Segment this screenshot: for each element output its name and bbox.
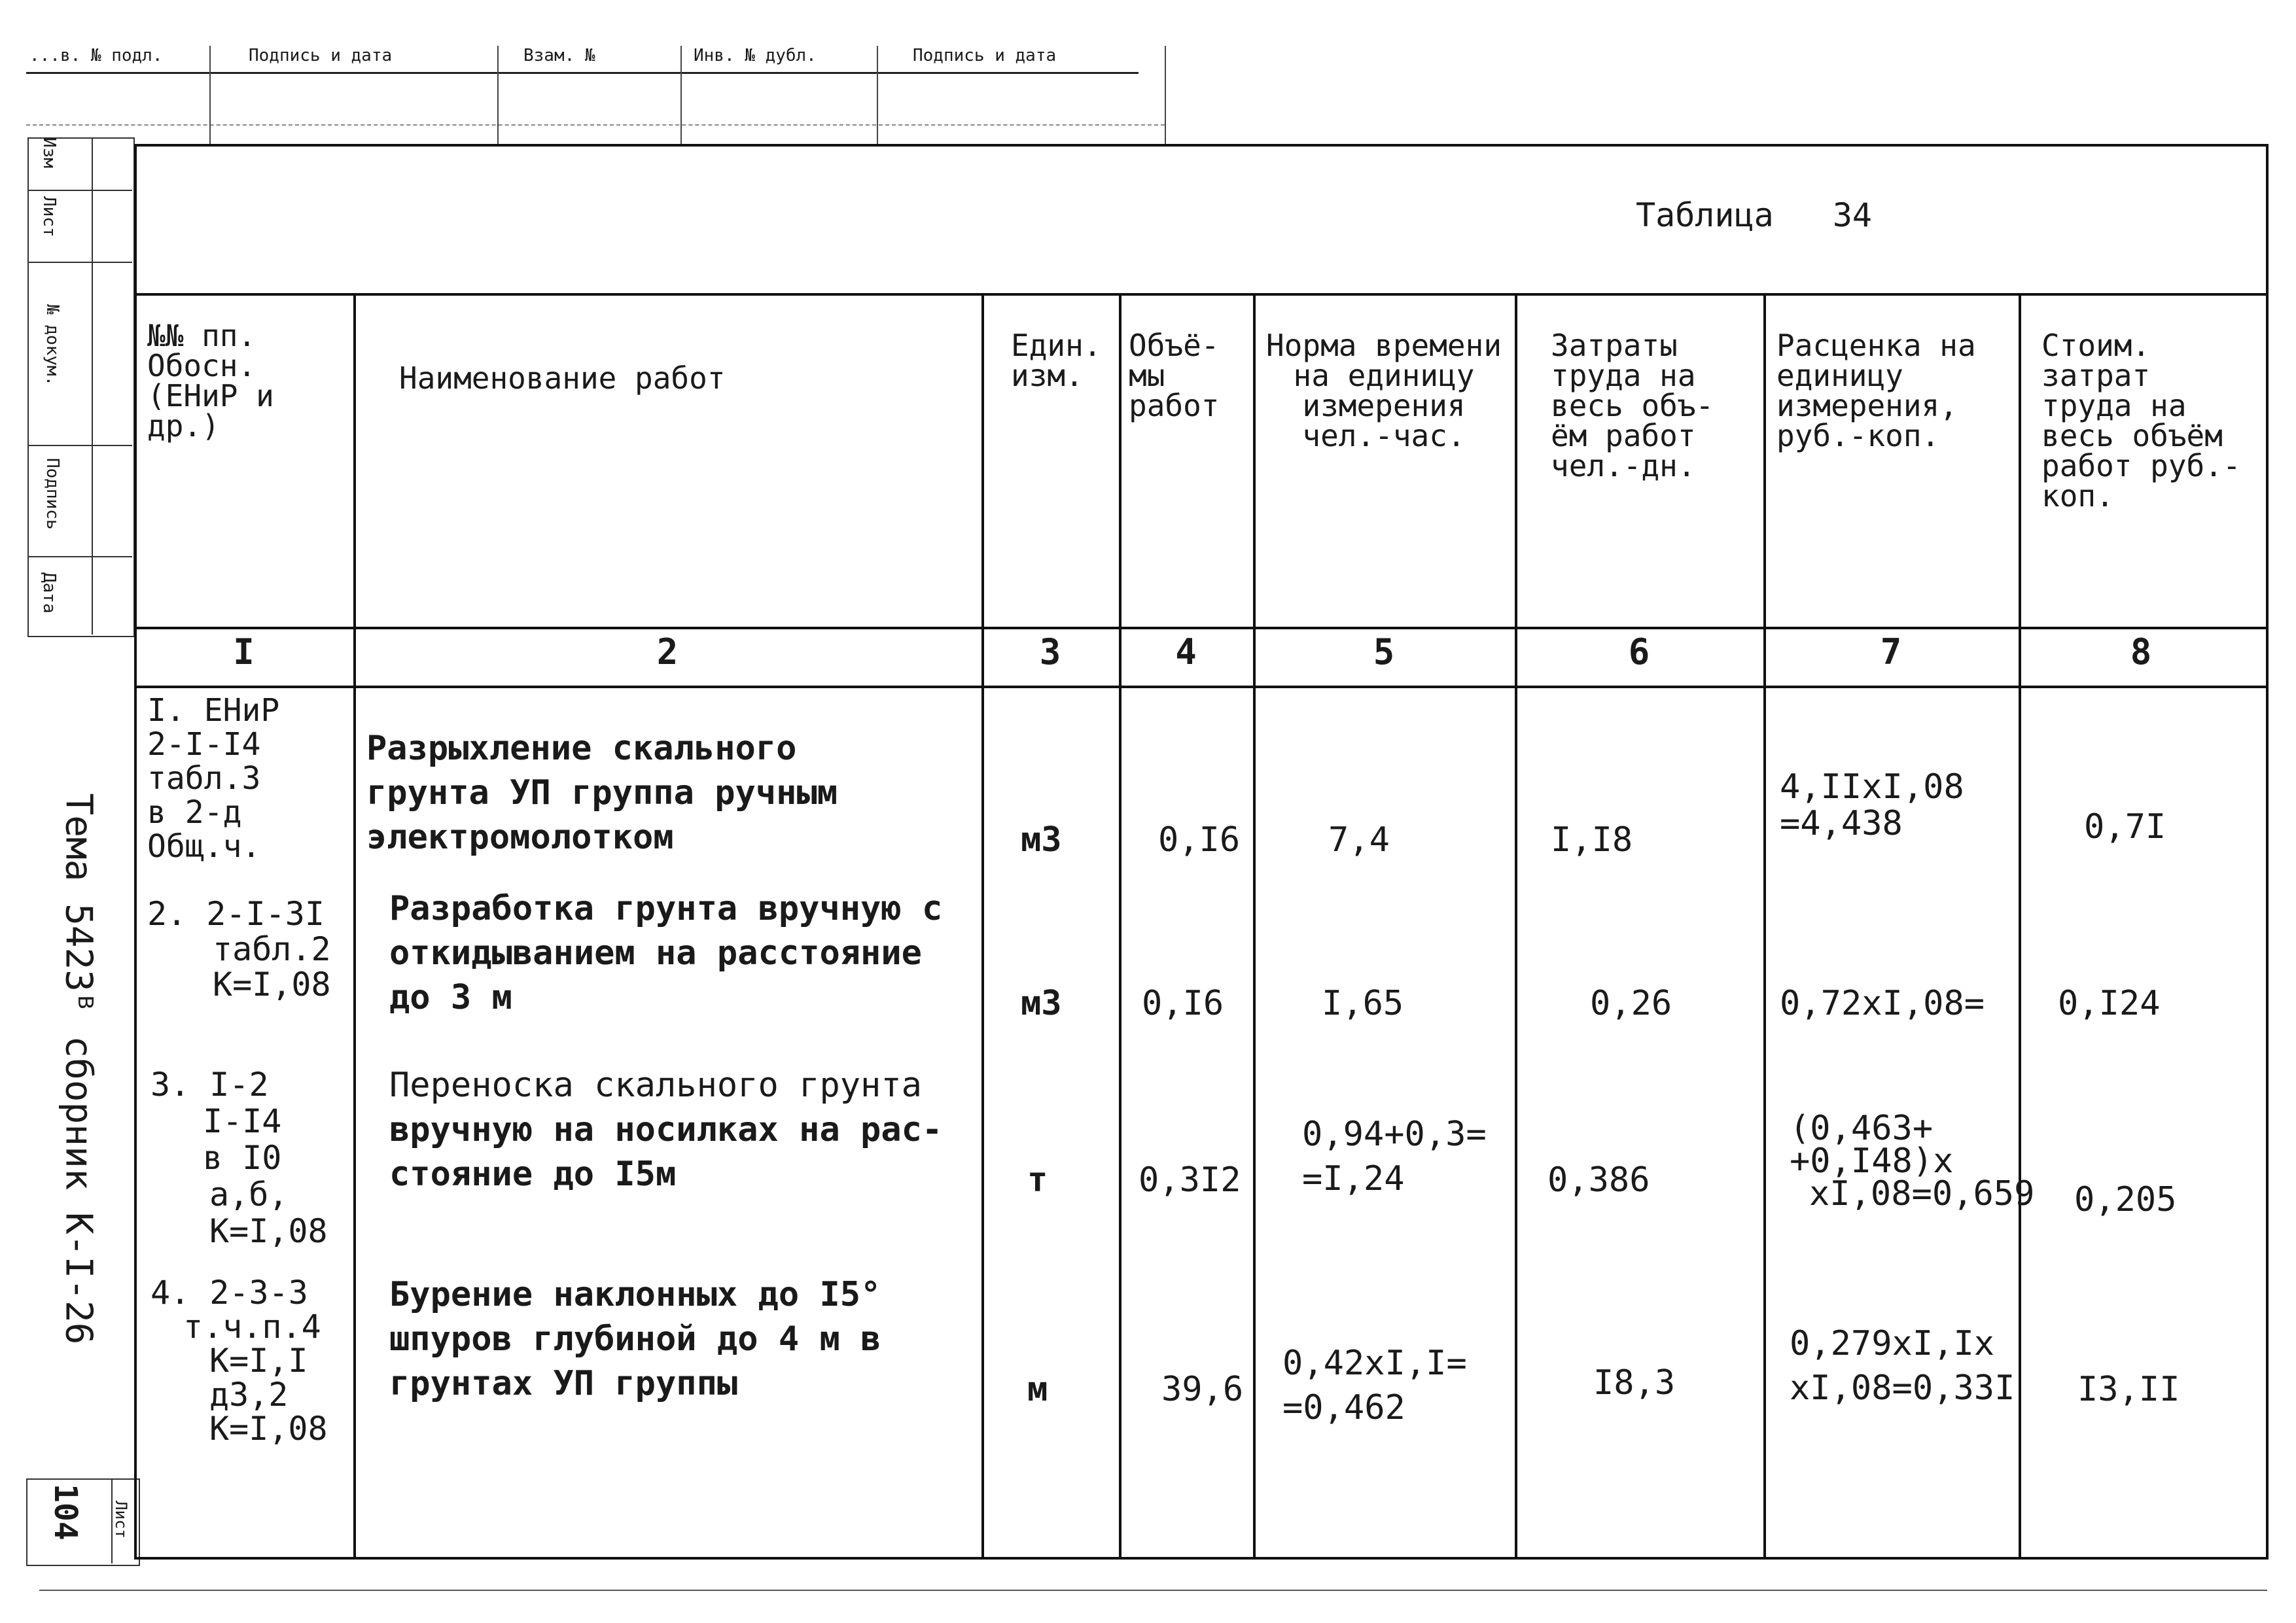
stamp-sheet-label: Лист xyxy=(39,196,59,237)
work-line: Разрыхление скального xyxy=(366,729,797,768)
work-line: до 3 м xyxy=(389,978,512,1017)
stamp-signature-label: Подпись xyxy=(43,458,62,530)
sheet-number: 104 xyxy=(47,1484,84,1541)
row3-unit: т xyxy=(1027,1161,1048,1200)
row3-ref xyxy=(150,1066,328,1249)
norm-line: 0,42xI,I= xyxy=(1282,1344,1467,1383)
header-work-name: Наименование работ xyxy=(399,360,726,396)
row4-ref xyxy=(150,1276,328,1446)
row2-rate xyxy=(1780,981,1985,1026)
rate-line: 4,IIxI,08 xyxy=(1780,767,1964,807)
ref-line: табл.2 xyxy=(213,930,331,968)
rate-line: =4,438 xyxy=(1780,804,1903,843)
ref-line: К=I,08 xyxy=(209,1410,328,1448)
table-title-text: Таблица xyxy=(1636,196,1774,234)
rate-line: (0,463+ xyxy=(1790,1109,1934,1148)
rate-line: +0,I48)x xyxy=(1790,1142,1954,1181)
header-volume: Объё- мы работ xyxy=(1129,328,1220,423)
row2-norm xyxy=(1322,981,1404,1026)
stamp-signature-date-1: Подпись и дата xyxy=(249,46,393,65)
norm-line: I,65 xyxy=(1322,984,1404,1023)
header-rate: Расценка на единицу измерения, руб.-коп. xyxy=(1776,328,1976,453)
ref-line: табл.3 xyxy=(147,760,261,797)
row2-volume: 0,I6 xyxy=(1142,984,1224,1023)
row2-cost: 0,I24 xyxy=(2058,984,2161,1023)
rate-line: xI,08=0,33I xyxy=(1790,1369,2015,1408)
row3-cost: 0,205 xyxy=(2074,1180,2177,1219)
row2-labor: 0,26 xyxy=(1590,984,1672,1023)
row4-rate xyxy=(1790,1321,2015,1410)
ref-line: К=I,08 xyxy=(209,1212,328,1250)
stamp-change-label: Изм xyxy=(39,137,59,168)
column-number-2: 2 xyxy=(656,631,679,672)
ref-line: в I0 xyxy=(203,1139,282,1177)
stamp-document-label: № докум. xyxy=(43,304,62,387)
row4-cost: I3,II xyxy=(2077,1370,2180,1409)
stamp-duplicate-inventory: Инв. № дубл. xyxy=(694,46,817,65)
column-number-5: 5 xyxy=(1373,631,1395,672)
row4-volume: 39,6 xyxy=(1161,1370,1244,1409)
work-line: Бурение наклонных до I5° xyxy=(389,1275,881,1314)
stamp-date-label: Дата xyxy=(39,572,59,614)
header-cost: Стоим. затрат труда на весь объём работ руб.-коп. xyxy=(2041,328,2241,514)
ref-line: I-I4 xyxy=(203,1102,282,1140)
header-time-norm: Норма времени на единицу измерения чел.-час. xyxy=(1265,328,1502,453)
row3-rate xyxy=(1790,1109,2035,1213)
header-unit: Един. изм. xyxy=(1011,328,1102,393)
work-line: стояние до I5м xyxy=(389,1155,677,1194)
row4-unit: м xyxy=(1027,1370,1048,1409)
row1-unit: м3 xyxy=(1021,820,1062,860)
row4-norm xyxy=(1282,1341,1467,1430)
column-number-3: 3 xyxy=(1039,631,1061,672)
column-number-1: I xyxy=(233,631,255,672)
stamp-original-inventory: ...в. № подл. xyxy=(29,46,163,65)
work-line: грунтах УП группы xyxy=(389,1364,738,1403)
ref-line: I. ЕНиР xyxy=(147,692,280,729)
norm-line: 7,4 xyxy=(1328,820,1390,860)
ref-line: т.ч.п.4 xyxy=(183,1308,321,1346)
row2-unit: м3 xyxy=(1021,984,1062,1023)
header-ref: №№ пп. Обосн. (ЕНиР и др.) xyxy=(147,318,274,444)
column-number-7: 7 xyxy=(1880,631,1902,672)
row3-volume: 0,3I2 xyxy=(1139,1161,1241,1200)
column-number-6: 6 xyxy=(1628,631,1650,672)
header-labor: Затраты труда на весь объ- ём работ чел.-дн. xyxy=(1551,328,1714,483)
row4-work xyxy=(389,1272,881,1406)
ref-line: Общ.ч. xyxy=(147,828,261,865)
rate-line: 0,279xI,Ix xyxy=(1790,1324,1995,1363)
topic-label: Тема 5423ᴮ сборник К-I-26 xyxy=(57,793,100,1345)
ref-line: д3,2 xyxy=(209,1376,289,1414)
row4-labor: I8,3 xyxy=(1593,1363,1676,1403)
rate-line: 0,72xI,08= xyxy=(1780,984,1985,1023)
row1-work xyxy=(366,726,838,860)
ref-line: а,б, xyxy=(209,1176,289,1213)
sheet-label: Лист xyxy=(112,1501,130,1539)
norm-line: =I,24 xyxy=(1302,1159,1405,1198)
row3-norm xyxy=(1302,1112,1487,1201)
ref-line: в 2-д xyxy=(147,794,242,831)
row2-ref xyxy=(147,896,331,1002)
ref-line: 2. 2-I-3I xyxy=(147,895,325,933)
ref-line: 2-I-I4 xyxy=(147,726,261,763)
work-line: грунта УП группа ручным xyxy=(366,773,838,812)
work-line: вручную на носилках на рас- xyxy=(389,1110,943,1149)
stamp-signature-date-2: Подпись и дата xyxy=(913,46,1057,65)
work-line: электромолотком xyxy=(366,818,674,857)
work-line: шпуров глубиной до 4 м в xyxy=(389,1319,881,1359)
row1-ref xyxy=(147,693,279,864)
row1-labor: I,I8 xyxy=(1551,820,1633,860)
row1-volume: 0,I6 xyxy=(1158,820,1241,860)
row1-norm xyxy=(1328,818,1390,862)
row3-labor: 0,386 xyxy=(1547,1161,1650,1200)
norm-line: =0,462 xyxy=(1282,1388,1405,1427)
row1-cost: 0,7I xyxy=(2084,807,2166,846)
rate-line: xI,08=0,659 xyxy=(1809,1174,2035,1213)
work-line: откидыванием на расстояние xyxy=(389,934,922,973)
norm-line: 0,94+0,3= xyxy=(1302,1115,1487,1154)
ref-line: 3. I-2 xyxy=(150,1066,269,1104)
stamp-replacement: Взам. № xyxy=(523,46,595,65)
table-number: 34 xyxy=(1832,196,1873,234)
work-line: Переноска скального грунта xyxy=(389,1066,922,1105)
row2-work xyxy=(389,886,942,1020)
row1-rate xyxy=(1780,769,1964,842)
ref-line: К=I,08 xyxy=(213,966,331,1003)
row3-work xyxy=(389,1063,942,1196)
table-title xyxy=(1636,196,1872,234)
column-number-4: 4 xyxy=(1175,631,1197,672)
work-line: Разработка грунта вручную с xyxy=(389,889,943,928)
ref-line: 4. 2-3-3 xyxy=(150,1274,308,1312)
column-number-8: 8 xyxy=(2130,631,2152,672)
ref-line: К=I,I xyxy=(209,1342,308,1380)
